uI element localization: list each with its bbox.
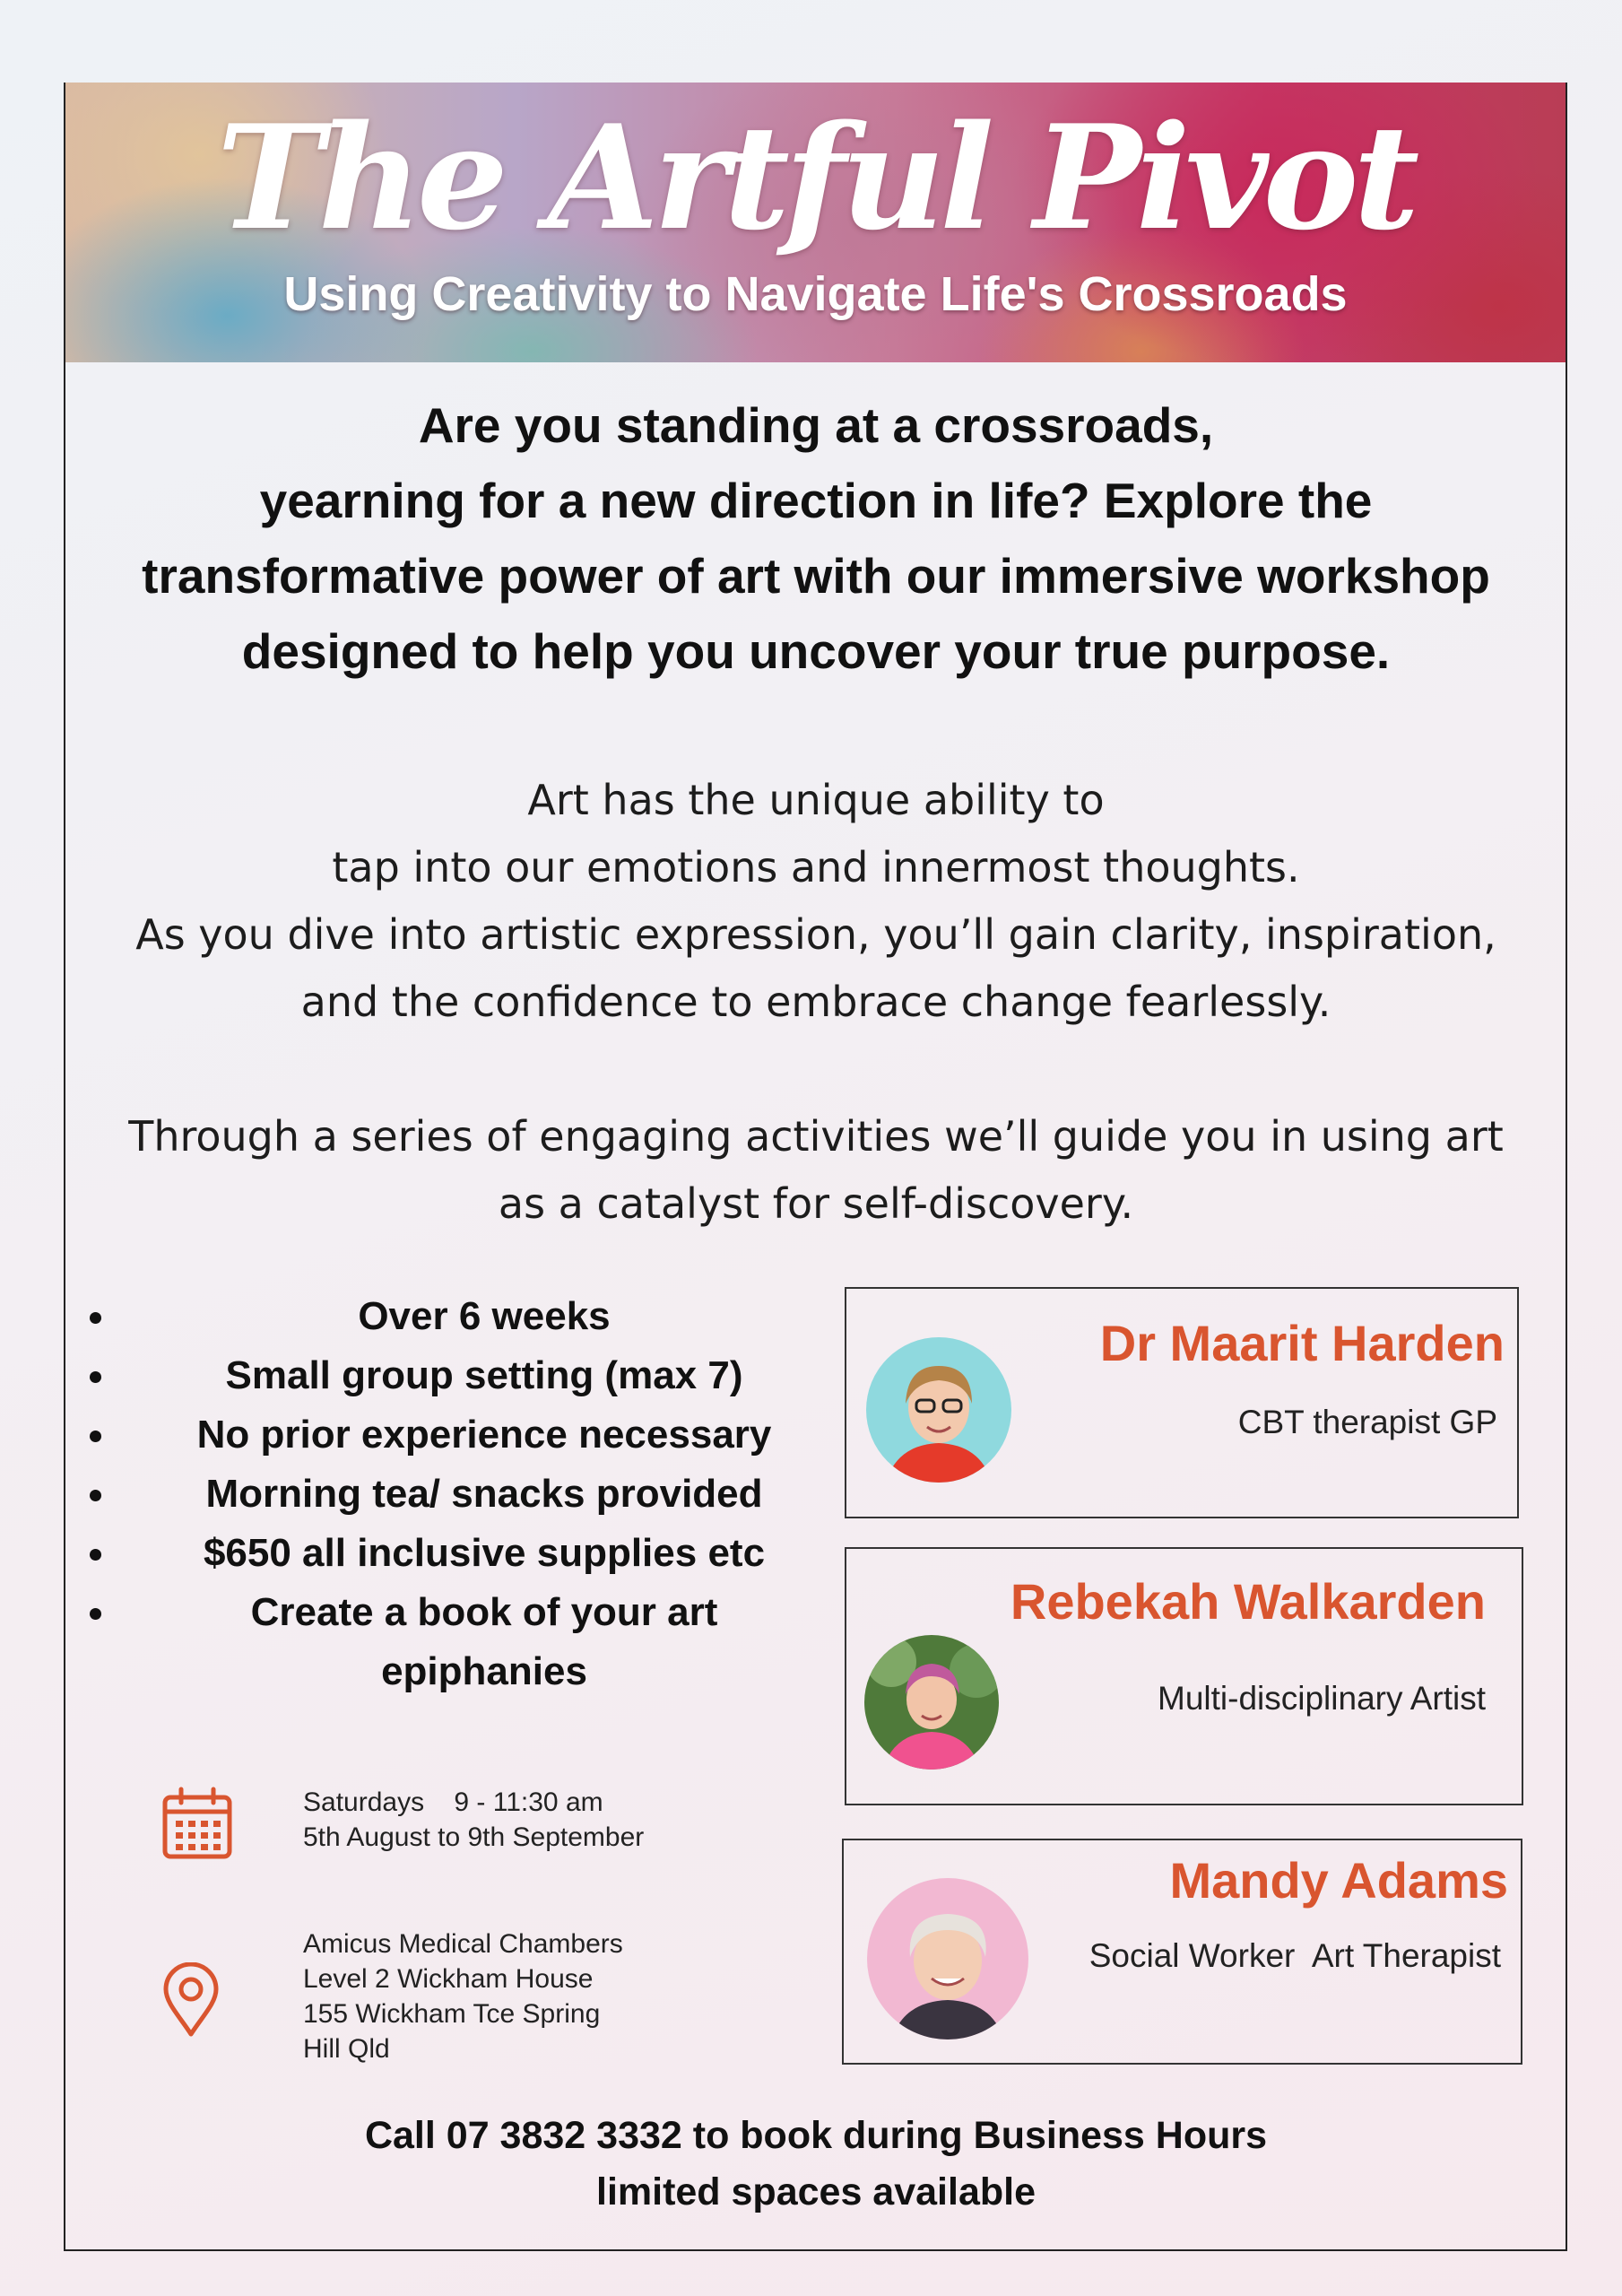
description-line: Through a series of engaging activities we’ll guide you in using art [128,1112,1504,1161]
headline-line: yearning for a new direction in life? Explore the [259,473,1373,528]
location-line: Hill Qld [303,2034,390,2064]
location-line: 155 Wickham Tce Spring [303,1999,601,2029]
feature-item: Over 6 weeks [81,1287,816,1346]
description-line: tap into our emotions and innermost thoughts. [332,843,1300,891]
avatar [866,1337,1011,1483]
schedule-dates: 5th August to 9th September [303,1822,645,1852]
hero-banner [65,83,1566,362]
event-subtitle: Using Creativity to Navigate Life's Crossroads [283,267,1348,321]
location-line: Amicus Medical Chambers [303,1929,623,1959]
headline-line: Are you standing at a crossroads, [418,397,1214,453]
description [72,767,1560,1238]
description-line: as a catalyst for self-discovery. [498,1179,1134,1228]
feature-item: $650 all inclusive supplies etc [81,1524,816,1583]
facilitator-role: Social Worker Art Therapist [1089,1937,1501,1974]
facilitator-role: Multi-disciplinary Artist [1158,1680,1486,1717]
feature-item: Morning tea/ snacks provided [81,1465,816,1524]
paragraph-gap [72,1036,1560,1103]
availability-note: limited spaces available [596,2170,1036,2213]
feature-item: Small group setting (max 7) [81,1346,816,1405]
facilitator-card [845,1547,1523,1805]
headline [72,387,1560,689]
avatar [867,1878,1028,2039]
booking-phone-line: Call 07 3832 3332 to book during Business Hours [364,2114,1268,2157]
feature-list [81,1287,816,1701]
description-line: As you dive into artistic expression, you’ll gain clarity, inspiration, [135,910,1496,959]
feature-item: Create a book of your art epiphanies [81,1583,816,1701]
facilitator-card [845,1287,1519,1518]
schedule-text [303,1785,644,1855]
avatar [864,1635,999,1770]
facilitator-name: Dr Maarit Harden [1099,1315,1505,1371]
map-pin-icon [161,1962,221,2038]
description-line: Art has the unique ability to [527,776,1105,824]
headline-line: designed to help you uncover your true purpose. [241,623,1391,679]
facilitator-name: Mandy Adams [1169,1852,1508,1909]
call-to-action [72,2108,1560,2221]
facilitator-role: CBT therapist GP [1237,1404,1497,1440]
feature-item: No prior experience necessary [81,1405,816,1465]
description-line: and the confidence to embrace change fearlessly. [300,978,1331,1026]
headline-line: transformative power of art with our immersive workshop [142,548,1490,604]
facilitator-card [842,1839,1522,2065]
location-line: Level 2 Wickham House [303,1964,594,1994]
calendar-icon [161,1787,233,1860]
event-title: The Artful Pivot [216,93,1415,262]
location-text [303,1926,623,2066]
facilitator-name: Rebekah Walkarden [1010,1573,1486,1630]
schedule-days-time: Saturdays 9 - 11:30 am [303,1787,603,1817]
